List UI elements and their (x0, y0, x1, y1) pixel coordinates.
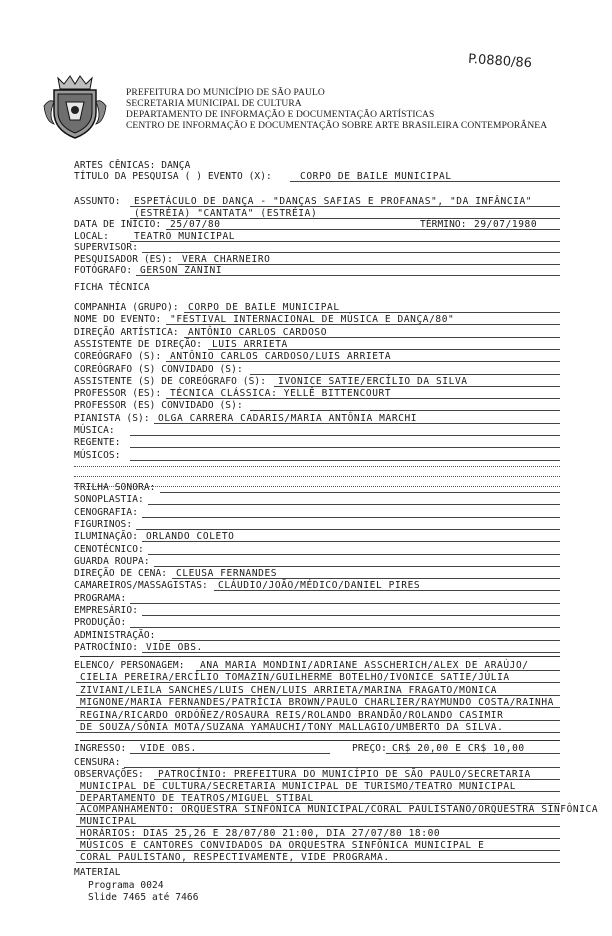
field-underline (160, 640, 560, 641)
field-underline (250, 374, 560, 375)
elenco-line: DE SOUZA/SÔNIA MOTA/SUZANA YAMAUCHI/TONY MALLAGIO/UMBERTO DA SILVA. (80, 722, 504, 733)
field-label: ASSISTENTE (S) DE COREÓGRAFO (S): (74, 375, 267, 387)
field-underline (136, 275, 560, 276)
field-label: ASSUNTO: (74, 196, 121, 207)
observacoes-underline (76, 862, 560, 863)
field-label: NOME DO EVENTO: (74, 314, 162, 326)
field-label: FIGURINOS: (74, 518, 133, 530)
field-label: PROFESSOR (ES): (74, 388, 162, 400)
field-underline (184, 312, 560, 313)
field-value: GERSON ZANINI (140, 265, 223, 276)
observacoes-line: HORÁRIOS: DIAS 25,26 E 28/07/80 21:00, DIA 27/07/80 18:00 (80, 828, 441, 839)
field-label: DIREÇÃO ARTÍSTICA: (74, 326, 179, 338)
field-value: TÉCNICA CLÁSSICA: YELLÊ BITTENCOURT (170, 388, 392, 400)
observacoes-line: PATROCÍNIO: PREFEITURA DO MUNICÍPIO DE SÃO PAULO/SECRETARIA (158, 769, 531, 780)
elenco-underline (76, 732, 560, 733)
observacoes-underline (76, 814, 560, 815)
field-label: ASSISTENTE DE DIREÇÃO: (74, 338, 203, 350)
termino-value: 29/07/1980 (474, 219, 538, 230)
field-value: TEATRO MUNICIPAL (134, 230, 236, 242)
observacoes-line: MÚSICOS E CANTORES CONVIDADOS DA ORQUESTRA SINFÔNICA MUNICIPAL E (80, 839, 485, 851)
field-underline (154, 566, 560, 567)
field-underline (250, 410, 560, 411)
field-underline (142, 615, 560, 616)
field-label: SUPERVISOR: (74, 242, 139, 253)
field-value: (ESTRÉIA) "CANTATA" (ESTRÉIA) (134, 207, 318, 219)
field-underline (130, 241, 560, 242)
underline (290, 181, 560, 182)
field-underline (154, 423, 560, 424)
field-underline (274, 386, 560, 387)
header-line-2: SECRETARIA MUNICIPAL DE CULTURA (126, 99, 302, 109)
field-label: MÚSICOS: (74, 449, 121, 461)
field-underline (166, 398, 560, 399)
field-value: VIDE OBS. (146, 641, 203, 653)
ingresso-label: INGRESSO: (74, 743, 127, 754)
field-value: ESPETÁCULO DE DANÇA - "DANÇAS SAFIAS E PROFANAS", "DA INFÂNCIA" (134, 196, 533, 207)
field-label: PRODUÇÃO: (74, 617, 127, 629)
preco-value: CR$ 20,00 E CR$ 10,00 (392, 743, 525, 754)
divider (80, 656, 560, 657)
blank-line (74, 476, 560, 477)
field-underline (130, 460, 560, 461)
header-line-4: CENTRO DE INFORMAÇÃO E DOCUMENTAÇÃO SOBRE ARTE BRASILEIRA CONTEMPORÂNEA (126, 121, 548, 131)
field-underline (148, 554, 560, 555)
material-label: MATERIAL (74, 867, 121, 878)
field-value: CORPO DE BAILE MUNICIPAL (188, 302, 340, 313)
field-label: DIREÇÃO DE CENA: (74, 568, 168, 580)
titulo-label: TÍTULO DA PESQUISA ( ) EVENTO (X): (74, 171, 272, 182)
field-underline (160, 492, 560, 493)
field-underline (208, 349, 560, 350)
field-underline (148, 504, 560, 505)
field-label: PATROCÍNIO: (74, 641, 139, 653)
elenco-line: CIELIA PEREIRA/ERCÍLIO TOMAZIN/GUILHERME BOTELHO/IVONICE SATIE/JÚLIA (80, 672, 510, 684)
elenco-line: ZIVIANI/LEILA SANCHES/LUIS CHEN/LUIS ARRIETA/MARINA FRAGATO/MONICA (80, 684, 498, 696)
field-underline (214, 590, 560, 591)
field-underline (130, 447, 560, 448)
elenco-line: ANA MARIA MONDINI/ADRIANE ASSCHERICH/ALEX DE ARAÚJO/ (200, 660, 529, 671)
observacoes-line: CORAL PAULISTANO, RESPECTIVAMENTE, VIDE PROGRAMA. (80, 851, 390, 863)
field-value: VERA CHARNEIRO (182, 253, 271, 265)
field-underline (172, 578, 560, 579)
observacoes-line: MUNICIPAL (80, 816, 137, 828)
elenco-label: ELENCO/ PERSONAGEM: (74, 660, 185, 671)
coat-of-arms-logo (40, 72, 110, 142)
field-value: OLGA CARRERA CADARIS/MARIA ANTÔNIA MARCHI (158, 412, 418, 424)
archive-stamp: P.0880/86 (467, 51, 533, 72)
field-underline (184, 337, 560, 338)
field-label: SONOPLASTIA: (74, 494, 144, 506)
field-label: DATA DE INÍCIO: (74, 219, 162, 230)
field-underline (130, 627, 560, 628)
field-underline (178, 264, 560, 265)
field-value: "FESTIVAL INTERNACIONAL DE MÚSICA E DANÇA/80" (170, 314, 455, 326)
field-label: CENOTÉCNICO: (74, 543, 144, 555)
field-underline (166, 361, 560, 362)
blank-line (74, 466, 560, 467)
divider (80, 740, 560, 741)
underline (124, 767, 560, 768)
header-line-3: DEPARTAMENTO DE INFORMAÇÃO E DOCUMENTAÇÃO ARTÍSTICAS (126, 110, 435, 120)
field-value: ANTÔNIO CARLOS CARDOSO (188, 326, 328, 338)
field-label: LOCAL: (74, 230, 109, 242)
elenco-underline (76, 695, 560, 696)
field-label: MÚSICA: (74, 425, 115, 436)
field-value: IVONICE SATIE/ERCÍLIO DA SILVA (278, 375, 468, 387)
observacoes-label: OBSERVAÇÕES: (74, 769, 144, 780)
elenco-line: REGINA/RICARDO ORDÓÑEZ/ROSAURA REIS/ROLANDO BRANDÃO/ROLANDO CASIMIR (80, 709, 504, 721)
field-value: ORLANDO COLETO (146, 531, 235, 543)
observacoes-line: DEPARTAMENTO DE TEATROS/MIGUEL STIBAL (80, 792, 314, 804)
observacoes-line: ACOMPANHAMENTO: ORQUESTRA SINFÔNICA MUNICIPAL/CORAL PAULISTANO/ORQUESTRA SINFÔNICA (80, 804, 599, 816)
field-label: ILUMINAÇÃO: (74, 531, 139, 543)
field-label: GUARDA ROUPA: (74, 555, 150, 567)
field-underline (142, 541, 560, 542)
field-value: LUIS ARRIETA (212, 338, 288, 350)
field-underline (136, 529, 560, 530)
underline (130, 753, 330, 754)
field-value: 25/07/80 (170, 219, 221, 230)
field-underline (142, 652, 560, 653)
elenco-underline (76, 682, 560, 683)
field-label: CENOGRAFIA: (74, 506, 139, 518)
artes-label: ARTES CÊNICAS: DANÇA (74, 160, 191, 171)
field-underline (166, 324, 560, 325)
titulo-value: CORPO DE BAILE MUNICIPAL (300, 171, 452, 182)
field-label: REGENTE: (74, 437, 121, 449)
underline (386, 753, 560, 754)
field-underline (142, 517, 560, 518)
material-slide: Slide 7465 até 7466 (88, 892, 199, 903)
field-label: EMPRESÁRIO: (74, 605, 139, 616)
field-label: CAMAREIROS/MASSAGISTAS: (74, 580, 208, 592)
observacoes-line: MUNICIPAL DE CULTURA/SECRETARIA MUNICIPAL DE TURISMO/TEATRO MUNICIPAL (80, 780, 517, 792)
elenco-line: MIGNONE/MARIA FERNANDES/PATRÍCIA BROWN/PAULO CHARLIER/RAYMUNDO COSTA/RAINHA (80, 697, 554, 709)
field-label: COMPANHIA (GRUPO): (74, 302, 179, 313)
field-label: PROGRAMA: (74, 592, 127, 604)
field-value: CLÁUDIO/JOÃO/MÉDICO/DANIEL PIRES (218, 580, 421, 592)
field-label: COREÓGRAFO (S) CONVIDADO (S): (74, 363, 243, 375)
elenco-underline (76, 720, 560, 721)
field-label: PIANISTA (S): (74, 412, 150, 424)
field-underline (130, 435, 560, 436)
field-label: PESQUISADOR (ES): (74, 253, 173, 265)
elenco-underline (196, 670, 560, 671)
elenco-underline (76, 707, 560, 708)
censura-label: CENSURA: (74, 757, 121, 768)
preco-label: PREÇO: (352, 743, 387, 754)
field-underline (130, 603, 560, 604)
header-line-1: PREFEITURA DO MUNICÍPIO DE SÃO PAULO (126, 88, 325, 98)
termino-label: TÉRMINO: (420, 219, 467, 230)
field-value: CLEUSA FERNANDES (176, 568, 278, 580)
field-label: FOTÓGRAFO: (74, 265, 133, 276)
material-programa: Programa 0024 (88, 880, 164, 891)
field-value: ANTÔNIO CARLOS CARDOSO/LUIS ARRIETA (170, 351, 392, 363)
field-label: PROFESSOR (ES) CONVIDADO (S): (74, 400, 243, 412)
field-label: COREÓGRAFO (S): (74, 351, 162, 363)
ingresso-value: VIDE OBS. (140, 743, 197, 754)
field-label: ADMINISTRAÇÃO: (74, 629, 156, 641)
ficha-tecnica-heading: FICHA TÉCNICA (74, 282, 150, 293)
field-label: TRILHA SONORA: (74, 482, 156, 493)
